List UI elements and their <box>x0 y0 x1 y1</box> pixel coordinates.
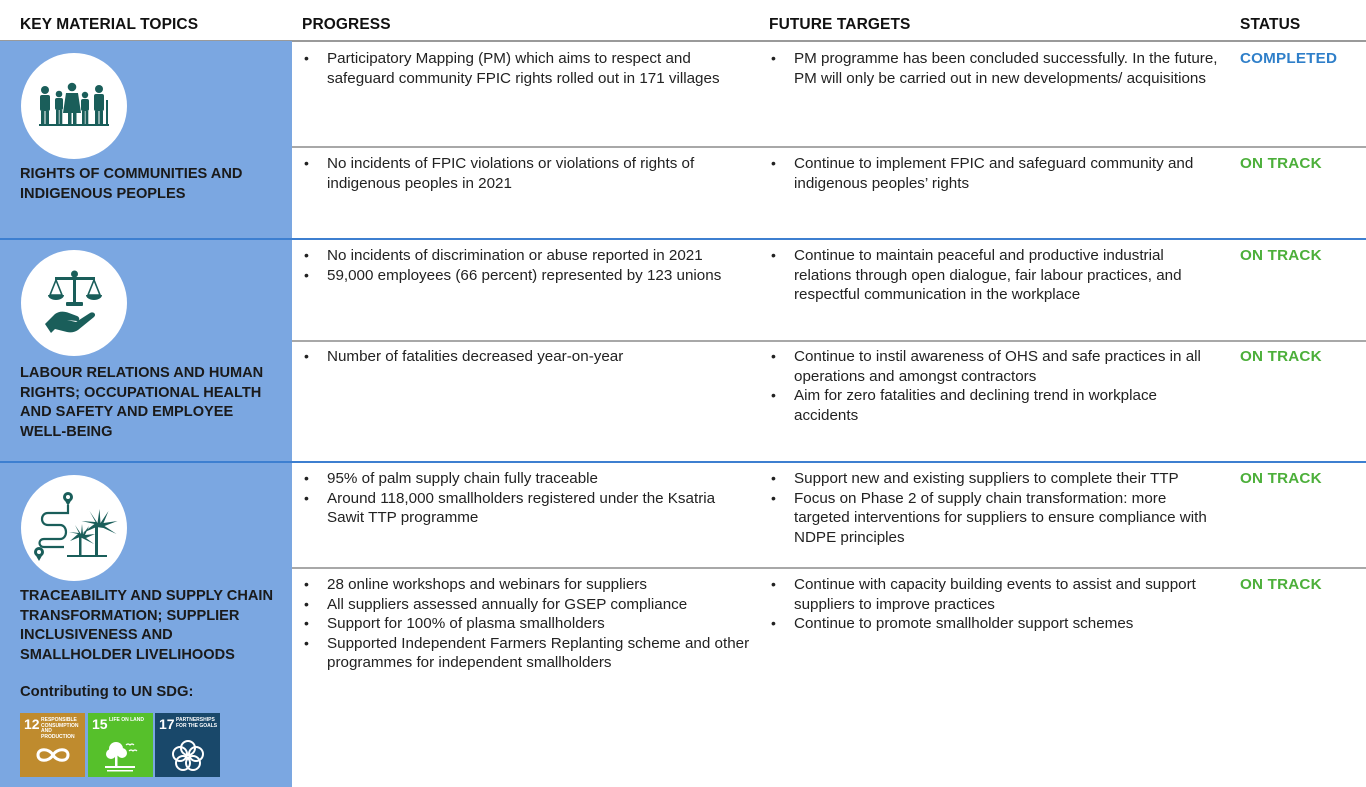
progress-item: • 59,000 employees (66 percent) represented by 123 unions <box>302 266 754 286</box>
status-badge: ON TRACK <box>1240 247 1322 264</box>
target-item: • Aim for zero fatalities and declining trend in workplace accidents <box>769 386 1224 425</box>
target-item: • Continue to instil awareness of OHS and safe practices in all operations and amongst contractors <box>769 347 1224 386</box>
progress-cell <box>302 575 754 673</box>
section-divider <box>0 461 1366 463</box>
target-item: • Focus on Phase 2 of supply chain transformation: more targeted interventions for suppliers to ensure compliance with NDPE principles <box>769 489 1224 548</box>
targets-cell <box>769 469 1224 547</box>
header-progress: PROGRESS <box>302 16 391 33</box>
status-badge: ON TRACK <box>1240 348 1322 365</box>
sdg-label: Contributing to UN SDG: <box>20 684 194 700</box>
header-status: STATUS <box>1240 16 1301 33</box>
topic-title: LABOUR RELATIONS AND HUMAN RIGHTS; OCCUPATIONAL HEALTH AND SAFETY AND EMPLOYEE WELL-BEING <box>20 365 264 440</box>
section-divider <box>0 238 1366 240</box>
sdg-number: 12 <box>24 716 40 732</box>
progress-item: • No incidents of discrimination or abuse reported in 2021 <box>302 246 754 266</box>
topic-block-communities <box>0 41 292 239</box>
sdg-goal-label: RESPONSIBLE CONSUMPTION AND PRODUCTION <box>41 717 79 740</box>
targets-cell <box>769 246 1224 305</box>
topic-title: RIGHTS OF COMMUNITIES AND INDIGENOUS PEOPLES <box>20 166 243 202</box>
sdg-goal-label: PARTNERSHIPS FOR THE GOALS <box>176 717 218 729</box>
sdg-15-tile <box>88 713 153 777</box>
progress-item: • Around 118,000 smallholders registered under the Ksatria Sawit TTP programme <box>302 489 754 528</box>
sdg-17-tile <box>155 713 220 777</box>
sdg-number: 17 <box>159 716 175 732</box>
status-badge: ON TRACK <box>1240 576 1322 593</box>
progress-cell <box>302 469 754 528</box>
sdg-12-tile <box>20 713 85 777</box>
sdg-goal-label: LIFE ON LAND <box>109 717 144 723</box>
targets-cell <box>769 49 1224 88</box>
progress-item: • All suppliers assessed annually for GSEP compliance <box>302 595 754 615</box>
infinity-loop-icon <box>34 737 72 773</box>
progress-cell <box>302 154 754 193</box>
progress-item: • Number of fatalities decreased year-on-year <box>302 347 754 367</box>
palm-supply-chain-icon <box>21 475 127 581</box>
progress-cell <box>302 347 754 367</box>
progress-item: • 28 online workshops and webinars for suppliers <box>302 575 754 595</box>
target-item: • Support new and existing suppliers to complete their TTP <box>769 469 1224 489</box>
progress-item: • 95% of palm supply chain fully traceable <box>302 469 754 489</box>
status-badge: ON TRACK <box>1240 470 1322 487</box>
community-family-icon <box>21 53 127 159</box>
target-item: • Continue with capacity building events to assist and support suppliers to improve practices <box>769 575 1224 614</box>
target-item: • PM programme has been concluded successfully. In the future, PM will only be carried out in new developments/ acquisitions <box>769 49 1224 88</box>
target-item: • Continue to promote smallholder support schemes <box>769 614 1224 634</box>
progress-cell <box>302 246 754 285</box>
header-future-targets: FUTURE TARGETS <box>769 16 911 33</box>
targets-cell <box>769 154 1224 193</box>
status-badge: ON TRACK <box>1240 155 1322 172</box>
scales-hand-icon <box>21 250 127 356</box>
target-item: • Continue to maintain peaceful and productive industrial relations through open dialogue, fair labour practices, and respectful communication in the workplace <box>769 246 1224 305</box>
header-key-material-topics: KEY MATERIAL TOPICS <box>20 16 199 33</box>
sdg-number: 15 <box>92 716 108 732</box>
interlocking-rings-icon <box>169 737 207 773</box>
row-divider <box>292 146 1366 148</box>
progress-item: • No incidents of FPIC violations or violations of rights of indigenous peoples in 2021 <box>302 154 754 193</box>
topic-title: TRACEABILITY AND SUPPLY CHAIN TRANSFORMATION; SUPPLIER INCLUSIVENESS AND SMALLHOLDER LIVELIHOODS <box>20 588 273 663</box>
progress-item: • Participatory Mapping (PM) which aims to respect and safeguard community FPIC rights rolled out in 171 villages <box>302 49 754 88</box>
row-divider <box>292 340 1366 342</box>
targets-cell <box>769 575 1224 634</box>
status-badge: COMPLETED <box>1240 50 1338 67</box>
progress-item: • Support for 100% of plasma smallholders <box>302 614 754 634</box>
row-divider <box>292 567 1366 569</box>
targets-cell <box>769 347 1224 425</box>
topic-block-labour <box>0 240 292 462</box>
progress-item: • Supported Independent Farmers Replanting scheme and other programmes for independent smallholders <box>302 634 754 673</box>
target-item: • Continue to implement FPIC and safeguard community and indigenous peoples’ rights <box>769 154 1224 193</box>
progress-cell <box>302 49 754 88</box>
table-header <box>0 0 1366 41</box>
tree-birds-icon <box>102 737 140 773</box>
